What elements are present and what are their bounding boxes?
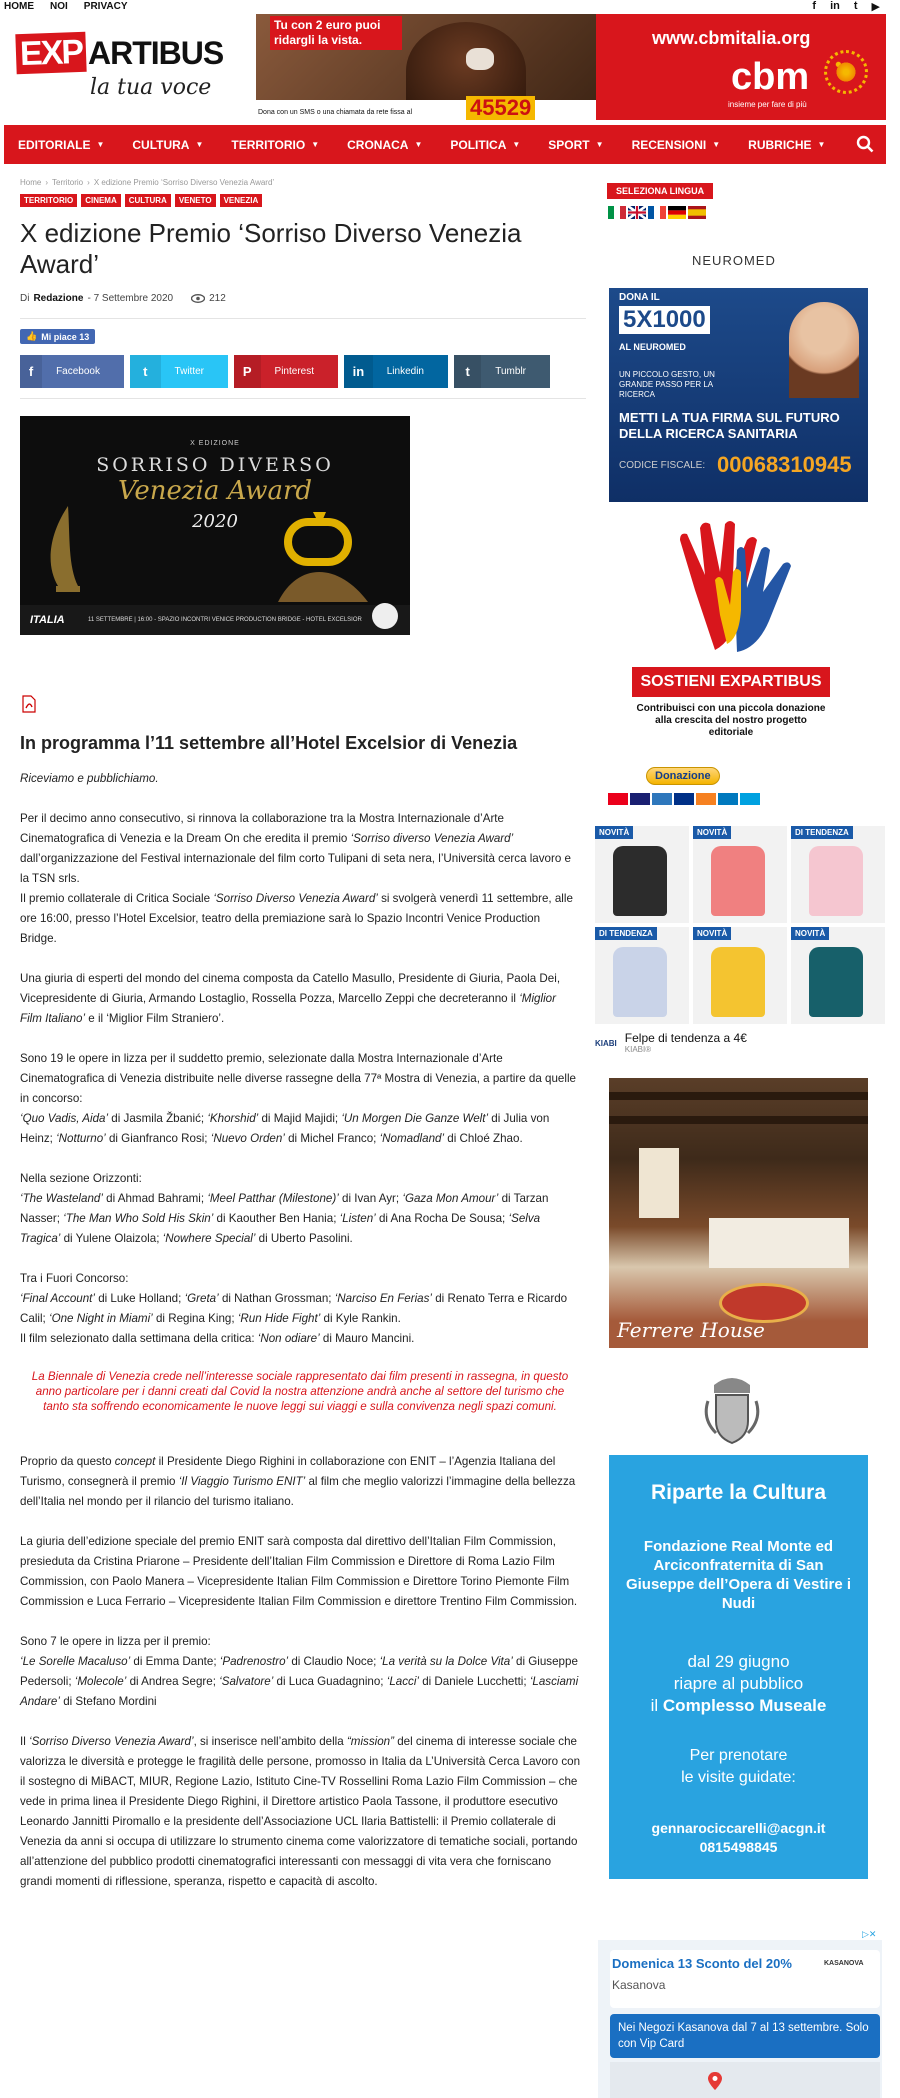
- film-director: di Michel Franco;: [284, 1132, 380, 1145]
- text: concept: [114, 1455, 156, 1468]
- text: ‘Sorriso diverso Venezia Award’: [350, 832, 514, 845]
- riparte-email-link[interactable]: gennarociccarelli@acgn.it: [651, 1820, 826, 1836]
- film-title: ‘Nowhere Special’: [162, 1232, 256, 1245]
- neuromed-dona: DONA IL: [619, 292, 660, 303]
- film-title: ‘Narciso En Ferias’: [334, 1292, 433, 1305]
- film-title: ‘One Night in Miami’: [49, 1312, 153, 1325]
- article-date: - 7 Settembre 2020: [87, 293, 174, 304]
- film-director: di Andrea Segre;: [126, 1675, 220, 1688]
- logo-artibus: ARTIBUS: [88, 35, 224, 71]
- banner-brand: [596, 14, 886, 120]
- ad-product[interactable]: [693, 927, 787, 1024]
- film-title: ‘Selva Tragica’: [20, 1212, 541, 1245]
- kasanova-brand: Kasanova: [612, 1978, 666, 1992]
- views-count: [191, 293, 226, 304]
- film-director: di Uberto Pasolini.: [255, 1232, 353, 1245]
- highlight-quote: La Biennale di Venezia crede nell’interesse sociale rappresentato dai film presenti in rassegna, in questo anno particolare per i danni creati dal Covid la nostra attenzione andrà anche al settore del turismo che tanto sta soffrendo economicamente le nuove leggi sui viaggi e sulla convivenza negli spazi comuni.: [31, 1370, 569, 1413]
- article-paragraph: [20, 1452, 580, 1512]
- neuromed-al: AL NEUROMED: [619, 342, 686, 352]
- film-title: ‘Salvatore’: [219, 1675, 274, 1688]
- riparte-date: dal 29 giugno: [687, 1652, 790, 1671]
- jacket-image: [613, 846, 667, 916]
- ceiling-beam: [609, 1116, 868, 1124]
- chevron-down-icon: ▼: [195, 140, 204, 149]
- text: dall’organizzazione del Festival internazionale del film corto Tulipani di seta nera, l’Università cerca lavoro e la TSN srls.: [20, 852, 571, 885]
- woman-photo: [789, 302, 859, 398]
- ad-product[interactable]: [791, 826, 885, 923]
- main-nav: [4, 125, 886, 164]
- ad-badge: NOVITÀ: [693, 927, 731, 940]
- adchoices-icon[interactable]: ▷✕: [862, 1929, 877, 1939]
- film-director: di Daniele Lucchetti;: [418, 1675, 530, 1688]
- neuromed-codice-label: CODICE FISCALE:: [619, 460, 706, 471]
- gondola-icon: [38, 506, 98, 606]
- poster-venezia-award: Venezia Award: [117, 476, 313, 506]
- paypal-icon: [674, 793, 694, 805]
- article-paragraph: [20, 1169, 580, 1249]
- film-director: di Julia von Heinz;: [20, 1112, 550, 1145]
- riparte-contacts: [609, 1819, 868, 1857]
- dream-on-logo-icon: [372, 603, 398, 629]
- nav-recensioni[interactable]: [632, 138, 735, 152]
- thumbs-up-icon: 👍: [26, 331, 38, 341]
- chevron-down-icon: ▼: [311, 140, 320, 149]
- riparte-heading: Riparte la Cultura: [650, 1481, 827, 1504]
- pinterest-icon: P: [234, 355, 261, 388]
- film-director: di Claudio Noce;: [288, 1655, 380, 1668]
- film-title: ‘Khorshid’: [207, 1112, 259, 1125]
- article-paragraph: [20, 1732, 580, 1892]
- article-intro: [20, 769, 580, 789]
- poster-edition: X EDIZIONE: [190, 440, 240, 447]
- fb-like-button[interactable]: [20, 329, 95, 344]
- nav-editoriale[interactable]: [18, 138, 118, 152]
- sweater-image: [809, 947, 863, 1017]
- german-flag-icon[interactable]: [668, 206, 686, 219]
- ad-badge: DI TENDENZA: [595, 927, 657, 940]
- hands-logo-icon: [675, 520, 805, 665]
- category-tags: [20, 194, 262, 207]
- film-title: ‘Molecole’: [74, 1675, 127, 1688]
- text: il Presidente Diego Righini in collaborazione con ENIT – l’Agenzia Italiana del Turismo, consegnerà il premio: [20, 1455, 556, 1488]
- booking-line: Per prenotare: [689, 1747, 788, 1764]
- share-label: Twitter: [174, 366, 204, 377]
- booking-line: le visite guidate:: [681, 1769, 796, 1786]
- facebook-icon: f: [20, 355, 42, 388]
- top-link-home[interactable]: HOME: [4, 1, 34, 12]
- award-poster-image: [20, 416, 410, 635]
- chevron-down-icon: ▼: [712, 140, 721, 149]
- kiabi-title: Felpe di tendenza a 4€: [624, 1031, 747, 1045]
- article-paragraph: [20, 809, 580, 889]
- share-label: Pinterest: [274, 366, 314, 377]
- breadcrumb-separator: ›: [45, 178, 49, 187]
- share-label: Facebook: [56, 366, 100, 377]
- film-director: di Luca Guadagnino;: [273, 1675, 387, 1688]
- nav-label: RUBRICHE: [748, 137, 812, 152]
- riparte-phone: 0815498845: [699, 1839, 778, 1855]
- nav-sport[interactable]: [548, 138, 617, 152]
- poster-year: 2020: [192, 511, 238, 532]
- like-label: Mi piace 13: [41, 331, 90, 342]
- share-label: Linkedin: [386, 366, 424, 377]
- ceiling-beam: [609, 1092, 868, 1100]
- film-title: ‘Final Account’: [20, 1292, 95, 1305]
- breadcrumb: [20, 178, 274, 187]
- chevron-down-icon: ▼: [512, 140, 521, 149]
- text: ‘Miglior Film Italiano’: [20, 992, 556, 1025]
- tag-territorio[interactable]: TERRITORIO: [20, 194, 77, 207]
- tag-veneto[interactable]: VENETO: [175, 194, 216, 207]
- banner-sms-text: Dona con un SMS o una chiamata da rete fissa al: [258, 109, 413, 116]
- tag-cinema[interactable]: CINEMA: [81, 194, 121, 207]
- divider: [20, 398, 586, 399]
- riparte-dates: [609, 1651, 868, 1717]
- film-director: di Giuseppe Pedersoli;: [20, 1655, 578, 1688]
- film-director: di Luke Holland;: [94, 1292, 185, 1305]
- kiabi-logo: KIABI: [595, 1039, 617, 1048]
- mastercard-icon: [608, 793, 628, 805]
- riparte-booking: [609, 1745, 868, 1789]
- article-paragraph: [20, 1269, 580, 1349]
- tag-venezia[interactable]: VENEZIA: [220, 194, 263, 207]
- share-twitter-button[interactable]: [130, 355, 228, 388]
- text: ‘Il Viaggio Turismo ENIT’: [178, 1475, 306, 1488]
- youtube-icon[interactable]: ▶: [871, 1, 880, 13]
- french-flag-icon[interactable]: [648, 206, 666, 219]
- breadcrumb-current: X edizione Premio ‘Sorriso Diverso Venezia Award’: [93, 178, 275, 187]
- ferrere-house-name: Ferrere House: [617, 1318, 765, 1342]
- text: al film che meglio valorizzi l’immagine della bellezza dell’Italia nel mondo per il rilancio del turismo italiano.: [20, 1475, 576, 1508]
- text: il: [650, 1696, 663, 1715]
- nav-cultura[interactable]: [132, 138, 217, 152]
- film-title: ‘The Man Who Sold His Skin’: [63, 1212, 214, 1225]
- sostieni-expartibus-banner[interactable]: SOSTIENI EXPARTIBUS: [632, 667, 830, 697]
- site-logo[interactable]: [16, 33, 222, 113]
- donation-description: Contribuisci con una piccola donazione alla crescita del nostro progetto editoriale: [636, 703, 826, 738]
- top-links: [4, 1, 128, 12]
- ad-badge: NOVITÀ: [693, 826, 731, 839]
- text: del cinema di interesse sociale che valorizza le diversità e protegge le fragilità delle persone, promosso in Italia da L’Università Cerca Lavoro con il sostegno di MiBACT, MIUR, Regione Lazio, Istituto Cine-TV Rossellini Roma Lazio Film Commission – che vede in prima linea il Presidente Diego Righini, il Direttore artistico Paola Tassone, il produttore esecutivo Leonardo Jannitti Piromallo e la presidente dell’Associazione UCL Ilaria Battistelli: il Premio collaterale di Venezia da anni si occupa di utilizzare lo strumento cinema come valorizzatore di tematiche sociali, portando all’attenzione del pubblico prodotti cinematografici interessanti con messaggi di vita vera che forniscano grandi momenti di riflessione, speranza, rispetto e capacità di ascolto.: [20, 1735, 581, 1888]
- cbm-banner-ad[interactable]: [256, 14, 886, 120]
- share-linkedin-button[interactable]: [344, 355, 448, 388]
- kasanova-logo: KASANOVA: [824, 1960, 864, 1967]
- kasanova-offer: Nei Negozi Kasanova dal 7 al 13 settembre. Solo con Vip Card: [610, 2014, 880, 2058]
- kasanova-title: Domenica 13 Sconto del 20%: [612, 1956, 792, 1971]
- riparte-foundation: Fondazione Real Monte ed Arciconfraternita di San Giuseppe dell’Opera di Vestire i Nudi: [625, 1538, 852, 1612]
- film-director: di Yulene Olaizola;: [60, 1232, 163, 1245]
- map-pin-icon: [708, 2072, 722, 2090]
- facebook-icon[interactable]: f: [812, 0, 817, 12]
- film-title: ‘Non odiare’: [257, 1332, 320, 1345]
- plush-toy-image: [809, 846, 863, 916]
- film-director: di Chloé Zhao.: [444, 1132, 523, 1145]
- neuromed-5x1000-ad[interactable]: [609, 288, 868, 502]
- discover-icon: [696, 793, 716, 805]
- social-icons: [812, 0, 880, 13]
- card-icon: [718, 793, 738, 805]
- jacket-image: [711, 846, 765, 916]
- film-director: di Regina King;: [152, 1312, 238, 1325]
- film-director: di Stefano Mordini: [59, 1695, 157, 1708]
- film-director: di Jasmila Žbanić;: [108, 1112, 208, 1125]
- chevron-down-icon: ▼: [96, 140, 105, 149]
- film-director: di Kaouther Ben Hania;: [213, 1212, 340, 1225]
- film-title: ‘Nuevo Orden’: [210, 1132, 285, 1145]
- ad-badge: NOVITÀ: [791, 927, 829, 940]
- window: [639, 1148, 679, 1218]
- nav-label: POLITICA: [450, 137, 507, 152]
- film-title: ‘Run Hide Fight’: [237, 1312, 321, 1325]
- text: Proprio da questo: [20, 1455, 115, 1468]
- top-bar: [0, 0, 900, 14]
- twitter-icon[interactable]: t: [853, 0, 858, 12]
- film-director: di Nathan Grossman;: [218, 1292, 335, 1305]
- bed: [709, 1218, 849, 1268]
- film-title: ‘Quo Vadis, Aida’: [20, 1112, 109, 1125]
- riparte-complex: [609, 1695, 868, 1717]
- film-title: ‘The Wasteland’: [20, 1192, 103, 1205]
- hand-smile-logo-icon: [268, 512, 378, 602]
- views-number: 212: [209, 293, 226, 304]
- text: Complesso Museale: [662, 1696, 827, 1715]
- text: Il premio collaterale di Critica Sociale: [20, 892, 214, 905]
- article-paragraph: [20, 969, 580, 1029]
- kasanova-map: [610, 2062, 880, 2098]
- nav-territorio[interactable]: [231, 138, 333, 152]
- eye-patch: [466, 48, 494, 70]
- banner-brand-name: cbm: [731, 56, 810, 98]
- film-title: ‘Gaza Mon Amour’: [402, 1192, 499, 1205]
- poster-sponsor: ITALIA: [30, 614, 65, 626]
- english-flag-icon[interactable]: [628, 206, 646, 219]
- article-paragraph: [20, 889, 580, 949]
- film-title: ‘Meel Patthar (Milestone)’: [207, 1192, 339, 1205]
- ad-product[interactable]: [595, 927, 689, 1024]
- riparte-reopen: riapre al pubblico: [673, 1674, 804, 1693]
- film-title: ‘Le Sorelle Macaluso’: [20, 1655, 131, 1668]
- language-selector-title: SELEZIONA LINGUA: [607, 183, 713, 199]
- kiabi-ad-caption[interactable]: [595, 1031, 747, 1054]
- linkedin-icon[interactable]: in: [830, 0, 840, 12]
- film-title: ‘Lacci’: [386, 1675, 419, 1688]
- text: Il film selezionato dalla settimana della critica:: [20, 1332, 258, 1345]
- film-title: ‘Lasciami Andare’: [20, 1675, 579, 1708]
- share-buttons: [20, 355, 550, 388]
- ad-product[interactable]: [791, 927, 885, 1024]
- logo-exp: EXP: [15, 32, 86, 74]
- kiabi-text: [625, 1031, 747, 1054]
- nav-label: RECENSIONI: [631, 137, 707, 152]
- share-tumblr-button[interactable]: [454, 355, 550, 388]
- film-list-concorso: [20, 1112, 549, 1145]
- article-paragraph: La giuria dell’edizione speciale del premio ENIT sarà composta dal direttivo dell’Italian Film Commission, presieduta da Cristina Priarone – Presidente dell’Italian Film Commission e Direttore di Roma Lazio Film Commission, con Paolo Manera – Vicepresidente Italian Film Commission e Direttore Torino Piemonte Film Commission e Luca Ferrario – Vicepresidente Italian Film Commission e direttore Trentino Film Commission.: [20, 1535, 578, 1608]
- card-icon: [740, 793, 760, 805]
- text: di Mauro Mancini.: [319, 1332, 415, 1345]
- nav-label: SPORT: [548, 137, 590, 152]
- breadcrumb-territorio[interactable]: Territorio: [52, 178, 84, 187]
- text: e il ‘Miglior Film Straniero’.: [85, 1012, 225, 1025]
- linkedin-icon: in: [344, 355, 373, 388]
- film-director: di Ivan Ayr;: [338, 1192, 403, 1205]
- breadcrumb-home[interactable]: Home: [20, 178, 42, 187]
- text: “mission”: [346, 1735, 394, 1748]
- cbm-logo-icon: [824, 50, 868, 94]
- text: ‘Sorriso Diverso Venezia Award’: [29, 1735, 194, 1748]
- text: Tra i Fuori Concorso:: [20, 1272, 129, 1285]
- neuromed-gesto: UN PICCOLO GESTO, UN GRANDE PASSO PER LA RICERCA: [619, 370, 715, 399]
- neuromed-codice-value: 00068310945: [717, 452, 852, 477]
- film-title: ‘Un Morgen Die Ganze Welt’: [341, 1112, 489, 1125]
- neuromed-logo: NEUROMED: [692, 253, 776, 268]
- film-list-enit: [20, 1655, 578, 1708]
- chevron-down-icon: ▼: [595, 140, 604, 149]
- spanish-flag-icon[interactable]: [688, 206, 706, 219]
- visa-icon: [630, 793, 650, 805]
- divider: [20, 318, 586, 319]
- language-flags: [608, 206, 706, 219]
- kiabi-product-ad[interactable]: [595, 826, 885, 1024]
- amex-icon: [652, 793, 672, 805]
- nav-label: TERRITORIO: [231, 137, 306, 152]
- italian-flag-icon[interactable]: [608, 206, 626, 219]
- search-icon[interactable]: [856, 135, 874, 153]
- author-link[interactable]: Redazione: [33, 293, 84, 304]
- film-title: ‘Listen’: [339, 1212, 376, 1225]
- film-director: di Ahmad Bahrami;: [102, 1192, 208, 1205]
- text: Una giuria di esperti del mondo del cinema composta da Catello Masullo, Presidente di Giuria, Paola Dei, Vicepresidente di Giuria, Armando Lostaglio, Rossella Pozza, Marcello Zeppi che decreteranno il: [20, 972, 561, 1005]
- text: Sono 7 le opere in lizza per il premio:: [20, 1635, 211, 1648]
- text: Il: [20, 1735, 30, 1748]
- article-subheading: In programma l’11 settembre all’Hotel Excelsior di Venezia: [20, 733, 518, 753]
- share-facebook-button[interactable]: [20, 355, 124, 388]
- article-paragraph: [20, 1632, 580, 1712]
- article-meta: [20, 293, 226, 304]
- film-director: di Ana Rocha De Sousa;: [375, 1212, 509, 1225]
- neuromed-5x1000: 5X1000: [619, 306, 710, 334]
- neuromed-firma: METTI LA TUA FIRMA SUL FUTURO DELLA RICERCA SANITARIA: [619, 410, 840, 441]
- film-director: di Kyle Rankin.: [320, 1312, 401, 1325]
- breadcrumb-separator: ›: [87, 178, 90, 187]
- intro-text: Riceviamo e pubblichiamo.: [20, 772, 159, 785]
- payment-cards: [608, 793, 760, 805]
- nav-rubriche[interactable]: [748, 138, 839, 152]
- share-label: Tumblr: [495, 366, 526, 377]
- eye-icon: [191, 294, 205, 303]
- film-list-fuori-concorso: [20, 1292, 567, 1325]
- film-title: ‘Padrenostro’: [219, 1655, 289, 1668]
- ad-badge: DI TENDENZA: [791, 826, 853, 839]
- kasanova-ad[interactable]: [598, 1940, 882, 2098]
- text: Sono 19 le opere in lizza per il suddetto premio, selezionate dalla Mostra Internazionale d’Arte Cinematografica di Venezia distribuite nelle diverse rassegne della 77ª Mostra di Venezia, a partire da quelle in concorso:: [20, 1052, 576, 1105]
- nav-label: CRONACA: [347, 137, 409, 152]
- onesie-image: [711, 947, 765, 1017]
- banner-brand-tag: insieme per fare di più: [728, 100, 807, 109]
- twitter-icon: t: [130, 355, 161, 388]
- poster-when: 11 SETTEMBRE | 16:00 - SPAZIO INCONTRI VENICE PRODUCTION BRIDGE - HOTEL EXCELSIOR: [88, 617, 362, 623]
- film-director: di Majid Majidi;: [258, 1112, 342, 1125]
- nav-label: CULTURA: [132, 137, 190, 152]
- paypal-donate-button[interactable]: Donazione: [646, 767, 720, 785]
- coat-of-arms-icon: [700, 1375, 764, 1445]
- text: Nella sezione Orizzonti:: [20, 1172, 142, 1185]
- film-list-orizzonti: [20, 1192, 548, 1245]
- share-pinterest-button[interactable]: [234, 355, 338, 388]
- article-paragraph: [20, 1049, 580, 1149]
- chevron-down-icon: ▼: [817, 140, 826, 149]
- page-title: X edizione Premio ‘Sorriso Diverso Venezia Award’: [20, 218, 522, 279]
- film-title: ‘Notturno’: [56, 1132, 106, 1145]
- nav-politica[interactable]: [450, 138, 534, 152]
- film-title: ‘Greta’: [184, 1292, 219, 1305]
- top-link-noi[interactable]: NOI: [50, 1, 68, 12]
- ad-product[interactable]: [595, 826, 689, 923]
- text: , si inserisce nell’ambito della: [193, 1735, 347, 1748]
- banner-url: www.cbmitalia.org: [652, 28, 811, 48]
- banner-photo: [256, 14, 596, 120]
- kiabi-sub: KIABI®: [624, 1045, 652, 1054]
- ad-product[interactable]: [693, 826, 787, 923]
- film-director: di Gianfranco Rosi;: [105, 1132, 211, 1145]
- chevron-down-icon: ▼: [414, 140, 423, 149]
- logo-tagline: la tua voce: [90, 75, 212, 100]
- film-title: ‘Nomadland’: [379, 1132, 445, 1145]
- tag-cultura[interactable]: CULTURA: [125, 194, 171, 207]
- ad-badge: NOVITÀ: [595, 826, 633, 839]
- rug: [719, 1283, 809, 1323]
- text: si svolgerà venerdì 11 settembre, alle ore 16:00, presso l’Hotel Excelsior, teatro della premiazione sarà lo Spazio Incontri Venice Production Bridge.: [20, 892, 573, 945]
- film-director: di Renato Terra e Ricardo Calil;: [20, 1292, 568, 1325]
- tumblr-icon: t: [454, 355, 481, 388]
- nav-cronaca[interactable]: [347, 138, 436, 152]
- pdf-icon[interactable]: [22, 695, 36, 713]
- film-director: di Tarzan Nasser;: [20, 1192, 549, 1225]
- text: Per il decimo anno consecutivo, si rinnova la collaborazione tra la Mostra Internazionale d’Arte Cinematografica di Venezia e la Dream On che eredita il premio: [20, 812, 504, 845]
- nav-label: EDITORIALE: [18, 137, 91, 152]
- film-director: di Emma Dante;: [130, 1655, 220, 1668]
- banner-headline: Tu con 2 euro puoi ridargli la vista.: [270, 16, 402, 50]
- banner-sms-number: 45529: [466, 96, 535, 120]
- top-link-privacy[interactable]: PRIVACY: [83, 1, 128, 12]
- poster-name: SORRISO DIVERSO: [96, 454, 334, 476]
- article-body: [20, 769, 580, 1912]
- ferrere-house-ad[interactable]: [609, 1078, 868, 1348]
- film-title: ‘La verità su la Dolce Vita’: [379, 1655, 513, 1668]
- riparte-la-cultura-ad[interactable]: [609, 1455, 868, 1879]
- text: ‘Sorriso Diverso Venezia Award’: [213, 892, 378, 905]
- sweater-image: [613, 947, 667, 1017]
- by-label: Di: [20, 293, 30, 304]
